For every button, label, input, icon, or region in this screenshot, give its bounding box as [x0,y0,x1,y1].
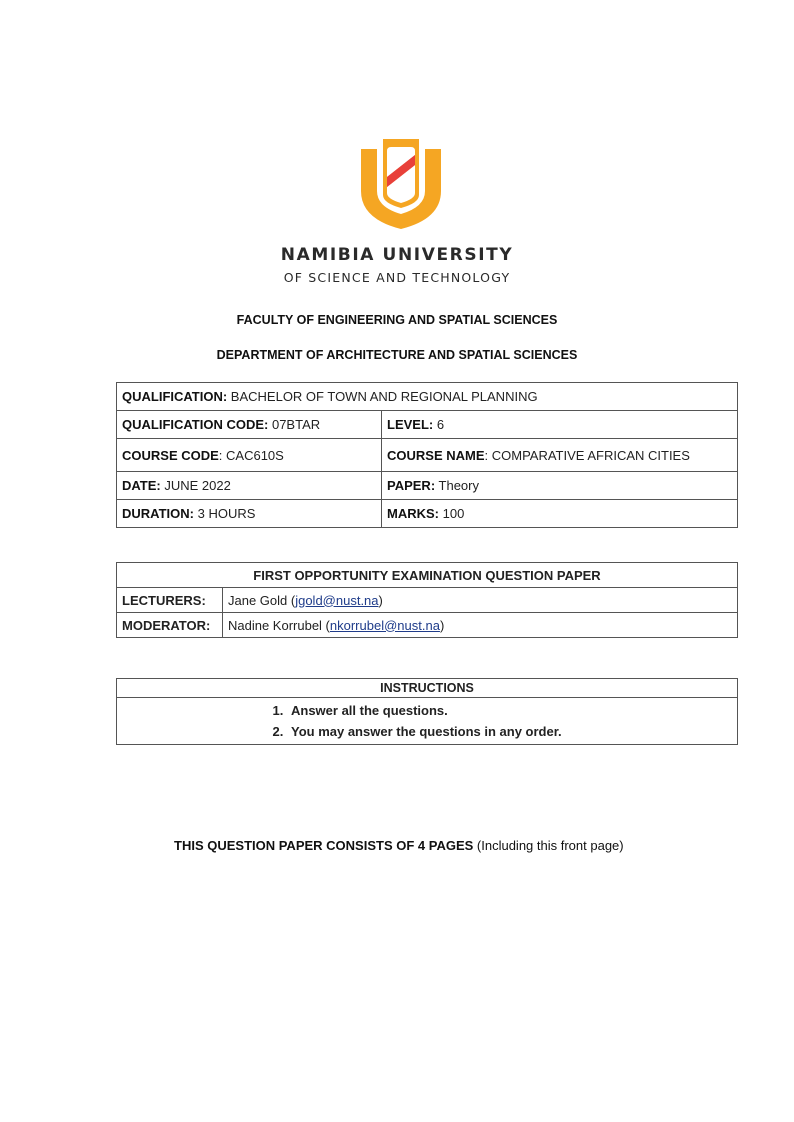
date-label: DATE: [122,478,161,493]
university-subtitle: OF SCIENCE AND TECHNOLOGY [283,270,511,285]
table-row [117,679,738,698]
table-row [117,698,738,745]
level-cell [382,411,738,439]
exam-info-table [116,562,738,638]
course-code-label: COURSE CODE [122,447,219,463]
course-name-cell [382,439,738,472]
table-row [117,383,738,411]
qualification-code-label: QUALIFICATION CODE: [122,417,269,432]
marks-label: MARKS: [387,506,439,521]
moderator-name: Nadine Korrubel ( [228,617,330,633]
lecturer-email-link[interactable]: jgold@nust.na [295,592,379,608]
list-item: 1. Answer all the questions. [287,700,732,721]
duration-value: 3 HOURS [193,506,256,521]
university-name: NAMIBIA UNIVERSITY [280,245,514,265]
qualification-code-value: 07BTAR [268,417,321,432]
qualification-value: BACHELOR OF TOWN AND REGIONAL PLANNING [227,389,538,404]
instructions-table [116,678,738,745]
level-label: LEVEL: [387,417,434,432]
table-row [117,439,738,472]
table-row [117,411,738,439]
course-name-value: : COMPARATIVE AFRICAN CITIES [484,447,690,463]
table-row [117,588,738,613]
qualification-code-cell [117,411,382,439]
level-value: 6 [433,417,445,432]
course-code-value: : CAC610S [218,447,284,463]
course-name-label: COURSE NAME [387,447,485,463]
duration-cell [117,500,382,528]
faculty-heading: FACULTY OF ENGINEERING AND SPATIAL SCIENCES [236,313,558,327]
nust-shield-logo [359,137,443,231]
course-info-table [116,382,738,528]
list-item: 2. You may answer the questions in any order. [287,721,732,742]
course-code-cell [117,439,382,472]
moderator-email-link[interactable]: nkorrubel@nust.na [329,617,440,633]
paper-value: Theory [435,478,479,493]
page-count-note [174,838,624,853]
lecturer-name: Jane Gold ( [228,592,296,608]
moderator-cell [223,613,738,638]
moderator-close: ) [439,617,445,633]
table-row [117,472,738,500]
moderator-label: MODERATOR: [117,613,223,638]
department-heading: DEPARTMENT OF ARCHITECTURE AND SPATIAL SCIENCES [216,348,578,362]
table-row [117,500,738,528]
duration-label: DURATION: [122,506,194,521]
exam-title: FIRST OPPORTUNITY EXAMINATION QUESTION PAPER [117,563,738,588]
paper-cell [382,472,738,500]
instructions-list [267,700,732,742]
lecturer-close: ) [378,592,383,608]
qualification-cell [117,383,738,411]
marks-cell [382,500,738,528]
paper-label: PAPER: [387,478,436,493]
table-row [117,613,738,638]
table-row [117,563,738,588]
instructions-title: INSTRUCTIONS [117,679,738,698]
qualification-label: QUALIFICATION: [122,389,228,404]
marks-value: 100 [439,506,465,521]
date-value: JUNE 2022 [160,478,231,493]
lecturers-label: LECTURERS: [117,588,223,613]
page-count-bold: THIS QUESTION PAPER CONSISTS OF 4 PAGES [174,838,474,853]
instructions-body [117,698,738,745]
page-count-paren: (Including this front page) [473,838,624,853]
lecturer-cell [223,588,738,613]
date-cell [117,472,382,500]
